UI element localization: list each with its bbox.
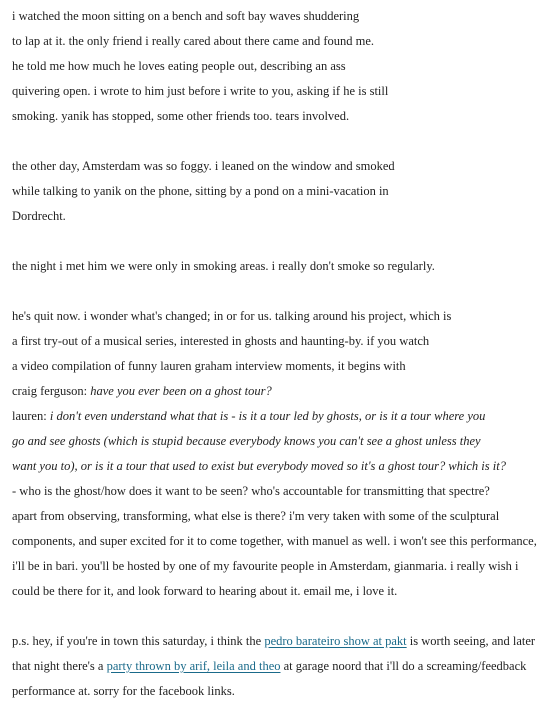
quote-speaker: lauren:: [12, 409, 50, 423]
text-line: [12, 655, 548, 680]
ps-text: p.s. hey, if you're in town this saturday, i think the: [12, 634, 265, 648]
quote-text: i don't even understand what that is - is it a tour led by ghosts, or is it a tour where you: [49, 409, 486, 423]
paragraph-gap: [12, 230, 548, 255]
paragraph-amsterdam: [12, 155, 548, 230]
text-line: a first try-out of a musical series, interested in ghosts and haunting-by. if you watch: [12, 334, 430, 348]
text-line: could be there for it, and look forward to hearing about it. email me, i love it.: [12, 584, 398, 598]
party-link[interactable]: party thrown by arif, leila and theo: [106, 659, 281, 673]
text-line: [12, 630, 548, 655]
ps-text: is worth seeing, and later: [406, 634, 536, 648]
paragraph-gap: [12, 605, 548, 630]
text-line: while talking to yanik on the phone, sitting by a pond on a mini-vacation in: [12, 184, 389, 198]
letter-body: [12, 5, 548, 705]
ps-text: at garage noord that i'll do a screaming/feedback: [280, 659, 527, 673]
quote-line: [12, 405, 548, 430]
pedro-barateiro-link[interactable]: pedro barateiro show at pakt: [264, 634, 407, 648]
quote-line: want you to), or is it a tour that used to exist but everybody moved so it's a ghost tour? which is it?: [12, 459, 506, 473]
text-line: the other day, Amsterdam was so foggy. i leaned on the window and smoked: [12, 159, 395, 173]
text-line: a video compilation of funny lauren graham interview moments, it begins with: [12, 359, 406, 373]
text-line: performance at. sorry for the facebook links.: [12, 684, 235, 698]
text-line: i watched the moon sitting on a bench and soft bay waves shuddering: [12, 9, 360, 23]
text-line: components, and super excited for it to come together, with manuel as well. i won't see this performance,: [12, 534, 537, 548]
text-line: apart from observing, transforming, what else is there? i'm very taken with some of the sculptural: [12, 509, 500, 523]
quote-line: go and see ghosts (which is stupid because everybody knows you can't see a ghost unless they: [12, 434, 481, 448]
text-line: i'll be in bari. you'll be hosted by one of my favourite people in Amsterdam, gianmaria. i really wish i: [12, 559, 519, 573]
paragraph-ps: [12, 630, 548, 705]
paragraph-gap: [12, 280, 548, 305]
ps-text: that night there's a: [12, 659, 107, 673]
text-line: he's quit now. i wonder what's changed; in or for us. talking around his project, which is: [12, 309, 452, 323]
text-line: - who is the ghost/how does it want to be seen? who's accountable for transmitting that spectre?: [12, 484, 490, 498]
quote-line: [12, 380, 548, 405]
text-line: the night i met him we were only in smoking areas. i really don't smoke so regularly.: [12, 259, 435, 273]
quote-speaker: craig ferguson:: [12, 384, 91, 398]
text-line: smoking. yanik has stopped, some other friends too. tears involved.: [12, 109, 350, 123]
text-line: he told me how much he loves eating people out, describing an ass: [12, 59, 346, 73]
paragraph-smoking-areas: [12, 255, 548, 280]
paragraph-gap: [12, 130, 548, 155]
text-line: to lap at it. the only friend i really cared about there came and found me.: [12, 34, 375, 48]
text-line: Dordrecht.: [12, 209, 66, 223]
quote-text: have you ever been on a ghost tour?: [90, 384, 272, 398]
paragraph-ghost-tour: [12, 305, 548, 605]
paragraph-moon: [12, 5, 548, 130]
text-line: quivering open. i wrote to him just before i write to you, asking if he is still: [12, 84, 389, 98]
